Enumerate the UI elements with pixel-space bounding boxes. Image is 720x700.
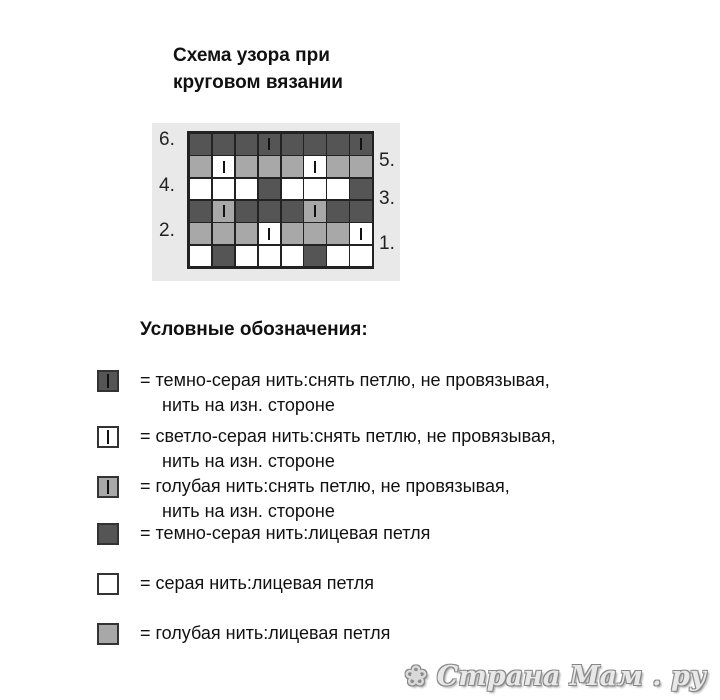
stitch-cell [212,222,235,245]
stitch-cell [326,133,349,156]
stitch-cell [349,178,372,201]
row-label-2: 2. [159,220,175,241]
stitch-cell [349,133,372,156]
slip-stitch-mark-icon [360,138,362,150]
stitch-cell [235,200,258,223]
slip-stitch-mark-icon [107,374,109,388]
legend-swatch [97,370,119,392]
legend-swatch [97,573,119,595]
row-label-6: 6. [159,129,175,150]
stitch-cell [303,133,326,156]
stitch-cell [189,245,212,268]
legend-text-line-1: = темно-серая нить:снять петлю, не провязывая, [140,370,550,390]
stitch-cell [258,245,281,268]
stitch-cell [326,155,349,178]
stitch-cell [189,155,212,178]
stitch-cell [326,178,349,201]
stitch-cell [303,200,326,223]
legend-text-line-1: = темно-серая нить:лицевая петля [140,523,431,543]
title-line-1: Схема узора при [173,45,330,66]
legend-title: Условные обозначения: [140,319,368,340]
stitch-cell [235,178,258,201]
legend-swatch [97,623,119,645]
legend-text-line-1: = светло-серая нить:снять петлю, не провязывая, [140,426,556,446]
stitch-cell [303,222,326,245]
stitch-grid [187,131,374,269]
slip-stitch-mark-icon [268,228,270,240]
stitch-cell [281,178,304,201]
stitch-cell [189,133,212,156]
watermark [405,661,706,692]
stitch-cell [349,245,372,268]
stitch-cell [258,178,281,201]
stitch-cell [303,155,326,178]
stitch-cell [235,245,258,268]
legend-text-line-1: = голубая нить:снять петлю, не провязывая, [140,476,510,496]
stitch-cell [258,222,281,245]
stitch-cell [303,245,326,268]
stitch-cell [326,222,349,245]
slip-stitch-mark-icon [314,161,316,173]
slip-stitch-mark-icon [314,205,316,217]
row-label-4: 4. [159,175,175,196]
legend-text-line-2: нить на изн. стороне [162,395,335,415]
stitch-cell [258,200,281,223]
legend-text-line-1: = серая нить:лицевая петля [140,573,374,593]
stitch-cell [349,222,372,245]
slip-stitch-mark-icon [268,138,270,150]
row-label-3: 3. [379,188,395,209]
stitch-cell [349,155,372,178]
slip-stitch-mark-icon [223,205,225,217]
legend-swatch [97,426,119,448]
slip-stitch-mark-icon [107,430,109,444]
stitch-cell [212,200,235,223]
stitch-cell [212,245,235,268]
stitch-cell [235,222,258,245]
stitch-cell [212,155,235,178]
legend-swatch [97,523,119,545]
slip-stitch-mark-icon [107,480,109,494]
knitting-chart [152,123,400,281]
slip-stitch-mark-icon [360,228,362,240]
stitch-cell [235,133,258,156]
legend-text-line-1: = голубая нить:лицевая петля [140,623,391,643]
stitch-cell [258,155,281,178]
legend-swatch [97,476,119,498]
stitch-cell [281,245,304,268]
legend-text-line-2: нить на изн. стороне [162,501,335,521]
stitch-cell [326,245,349,268]
diagram-title [173,42,433,96]
stitch-cell [281,200,304,223]
stitch-cell [281,222,304,245]
stitch-cell [349,200,372,223]
stitch-cell [189,200,212,223]
stitch-cell [189,222,212,245]
watermark-text: Страна Мам . ру [436,661,706,692]
legend-text-line-2: нить на изн. стороне [162,451,335,471]
stitch-cell [303,178,326,201]
title-line-2: круговом вязании [173,72,343,93]
row-label-1: 1. [379,233,395,254]
stitch-cell [281,155,304,178]
stitch-cell [326,200,349,223]
stitch-cell [212,133,235,156]
stitch-cell [189,178,212,201]
stitch-cell [235,155,258,178]
row-label-5: 5. [379,150,395,171]
stitch-cell [258,133,281,156]
stitch-cell [212,178,235,201]
flower-icon: ❀ [404,661,428,692]
slip-stitch-mark-icon [223,161,225,173]
stitch-cell [281,133,304,156]
